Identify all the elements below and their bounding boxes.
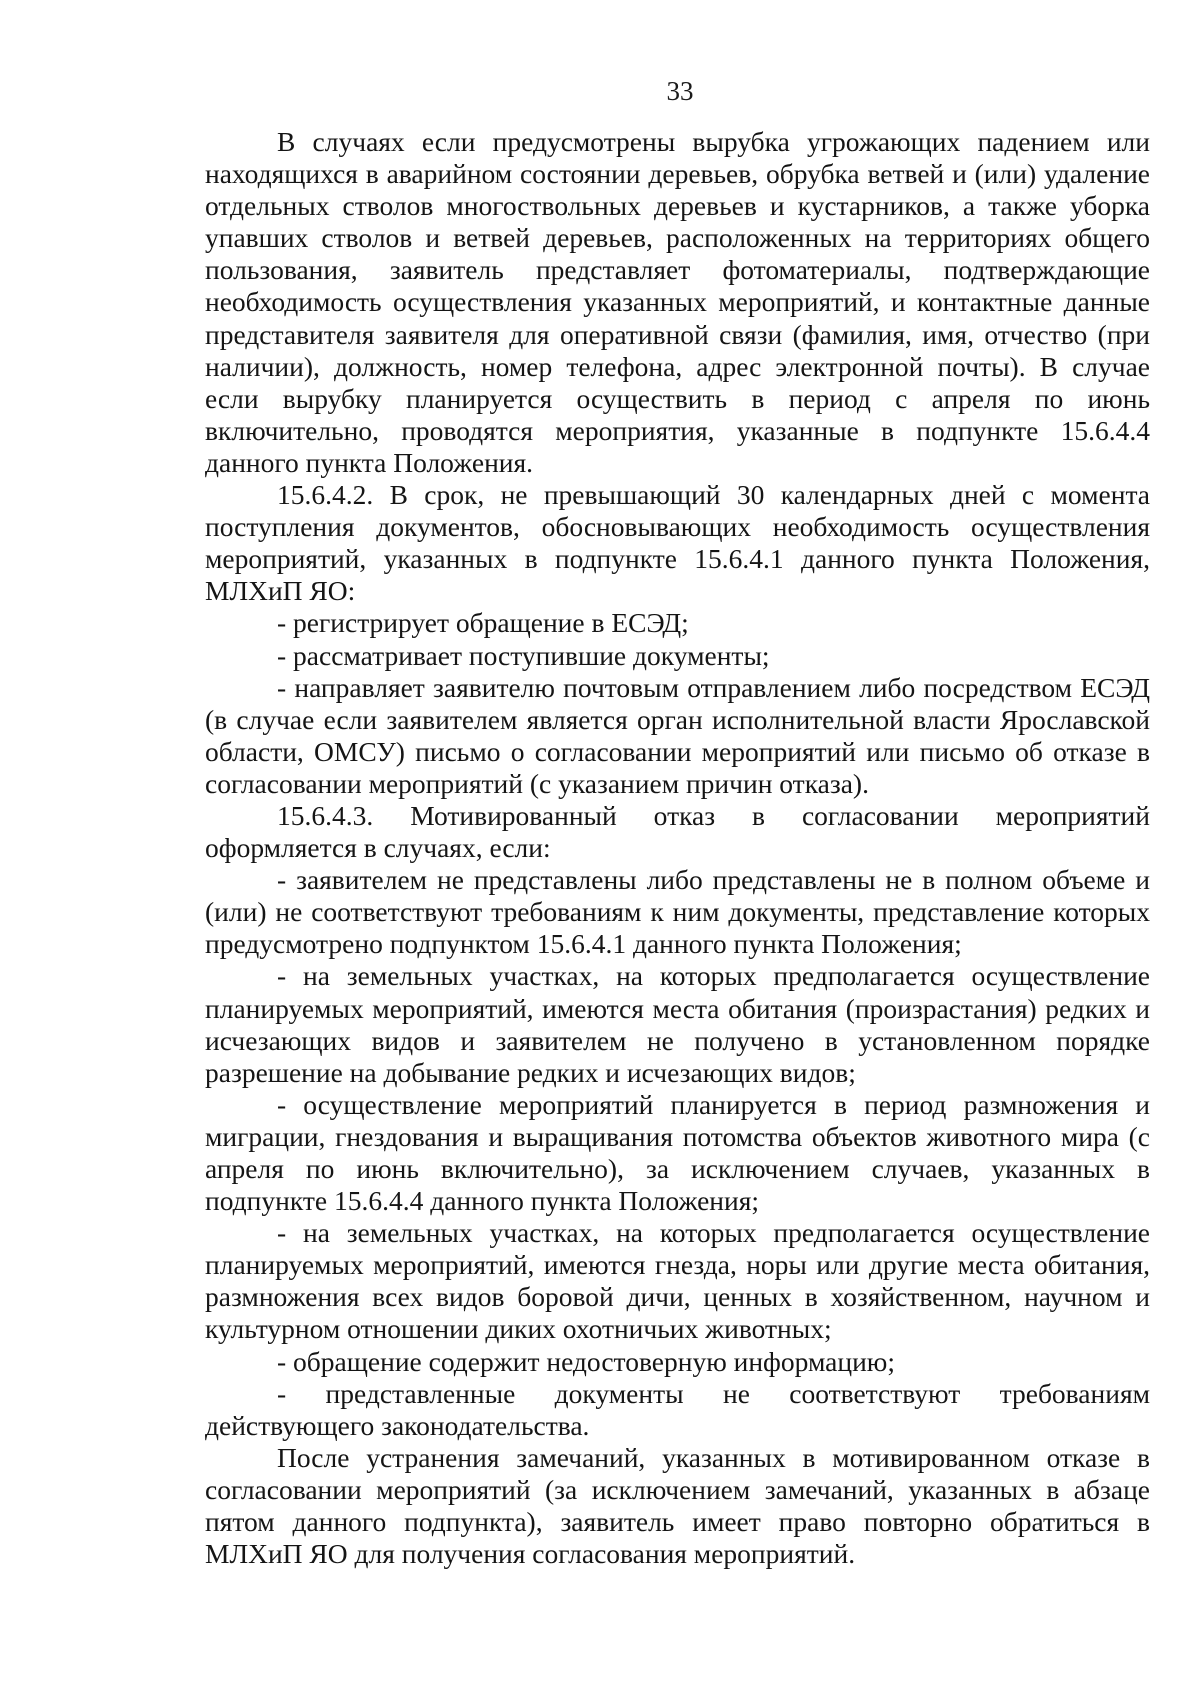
paragraph-reapply: После устранения замечаний, указанных в мотивированном отказе в согласовании мероприятий (за исключением замечаний, указанных в абзаце пятом данного подпункта), заявитель имеет право повторно обратиться в МЛХиП ЯО для получения согласования мероприятий. (205, 1441, 1150, 1570)
list-item-non-compliant-documents: - представленные документы не соответствуют требованиям действующего законодательства. (205, 1377, 1150, 1441)
list-item-false-information: - обращение содержит недостоверную информацию; (277, 1345, 895, 1377)
list-item-breeding-period: - осуществление мероприятий планируется в период размножения и миграции, гнездования и выращивания потомства объектов животного мира (с апреля по июнь включительно), за исключением случаев, указанных в подпункте 15.6.4.4 данного пункта Положения; (205, 1088, 1150, 1217)
list-item-send-letter: - направляет заявителю почтовым отправлением либо посредством ЕСЭД (в случае если заявителем является орган исполнительной власти Ярославской области, ОМСУ) письмо о согласовании мероприятий или письмо об отказе в согласовании мероприятий (с указанием причин отказа). (205, 671, 1150, 799)
page-number: 33 (666, 76, 694, 106)
list-item-register: - регистрирует обращение в ЕСЭД; (277, 607, 689, 639)
list-item-rare-species: - на земельных участках, на которых предполагается осуществление планируемых мероприятий, имеются места обитания (произрастания) редких и исчезающих видов и заявителем не получено в установленном порядке разрешение на добывание редких и исчезающих видов; (205, 960, 1150, 1088)
list-item-missing-documents: - заявителем не представлены либо представлены не в полном объеме и (или) не соответствуют требованиям к ним документы, представление которых предусмотрено подпунктом 15.6.4.1 данного пункта Положения; (205, 864, 1150, 960)
paragraph-15-6-4-3: 15.6.4.3. Мотивированный отказ в согласовании мероприятий оформляется в случаях, если: (205, 799, 1150, 864)
paragraph-15-6-4-2: 15.6.4.2. В срок, не превышающий 30 календарных дней с момента поступления документов, обосновывающих необходимость осуществления мероприятий, указанных в подпункте 15.6.4.1 данного пункта Положения, МЛХиП ЯО: (205, 479, 1150, 607)
list-item-review: - рассматривает поступившие документы; (277, 639, 770, 671)
document-body (205, 126, 1150, 1570)
paragraph-emergency-trees: В случаях если предусмотрены вырубка угрожающих падением или находящихся в аварийном состоянии деревьев, обрубка ветвей и (или) удаление отдельных стволов многоствольных деревьев и кустарников, а также уборка упавших стволов и ветвей деревьев, расположенных на территориях общего пользования, заявитель представляет фотоматериалы, подтверждающие необходимость осуществления указанных мероприятий, и контактные данные представителя заявителя для оперативной связи (фамилия, имя, отчество (при наличии), должность, номер телефона, адрес электронной почты). В случае если вырубку планируется осуществить в период с апреля по июнь включительно, проводятся мероприятия, указанные в подпункте 15.6.4.4 данного пункта Положения. (205, 126, 1150, 478)
list-item-nests-burrows: - на земельных участках, на которых предполагается осуществление планируемых мероприятий, имеются гнезда, норы или другие места обитания, размножения всех видов боровой дичи, ценных в хозяйственном, научном и культурном отношении диких охотничьих животных; (205, 1217, 1150, 1345)
